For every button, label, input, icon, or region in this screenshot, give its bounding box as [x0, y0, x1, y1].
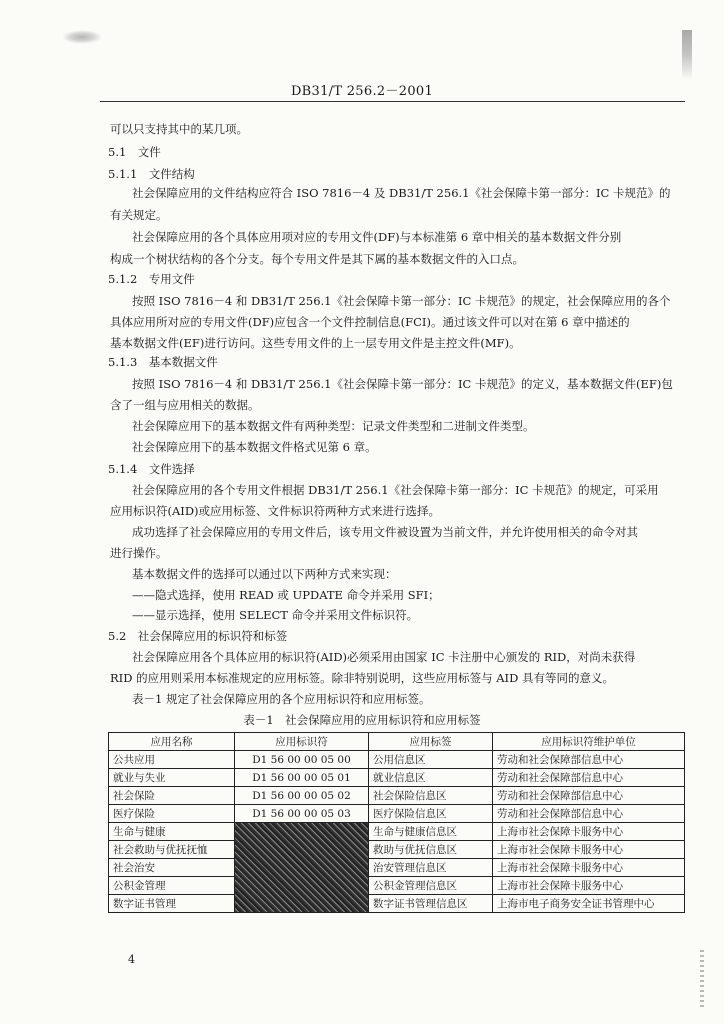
- cell-app-name: 生命与健康: [109, 823, 235, 841]
- text-line: 有关规定。: [110, 208, 168, 222]
- header-maintainer: 应用标识符维护单位: [493, 733, 685, 751]
- cell-app-name: 医疗保险: [109, 805, 235, 823]
- cell-app-name: 公共应用: [109, 751, 235, 769]
- cell-aid: D1 56 00 00 05 03: [235, 805, 369, 823]
- table-row: [109, 751, 685, 769]
- cell-maintainer: 上海市社会保障卡服务中心: [493, 859, 685, 877]
- cell-aid: D1 56 00 00 05 00: [235, 751, 369, 769]
- header-aid: 应用标识符: [235, 733, 369, 751]
- scan-edge-mark: [682, 30, 692, 80]
- text-line: 基本数据文件的选择可以通过以下两种方式来实现：: [132, 567, 397, 581]
- scan-smudge: [62, 30, 102, 44]
- section-heading: 5.1.1 文件结构: [108, 167, 195, 181]
- text-line: 社会保障应用下的基本数据文件格式见第 6 章。: [132, 440, 377, 454]
- page-number: 4: [128, 953, 135, 966]
- cell-app-label: 社会保险信息区: [369, 787, 493, 805]
- table-caption: 表－1 社会保障应用的应用标识符和应用标签: [243, 713, 481, 727]
- text-line: 社会保障应用的各个专用文件根据 DB31/T 256.1《社会保障卡第一部分：IC 卡规范》的规定，可采用: [132, 483, 659, 497]
- text-line: 成功选择了社会保障应用的专用文件后，该专用文件被设置为当前文件，并允许使用相关的命令对其: [132, 525, 638, 539]
- table-row: [109, 895, 685, 913]
- header-rule: [100, 101, 685, 102]
- table-row: [109, 877, 685, 895]
- text-line: 按照 ISO 7816－4 和 DB31/T 256.1《社会保障卡第一部分：IC 卡规范》的定义，基本数据文件(EF)包: [132, 377, 673, 391]
- header-app-label: 应用标签: [369, 733, 493, 751]
- text-line: 具体应用所对应的专用文件(DF)应包含一个文件控制信息(FCI)。通过该文件可以对在第 6 章中描述的: [110, 315, 630, 329]
- cell-app-label: 治安管理信息区: [369, 859, 493, 877]
- cell-maintainer: 上海市电子商务安全证书管理中心: [493, 895, 685, 913]
- aid-table: [108, 732, 685, 913]
- cell-app-label: 公积金管理信息区: [369, 877, 493, 895]
- text-line: 构成一个树状结构的各个分支。每个专用文件是其下属的基本数据文件的入口点。: [110, 252, 524, 266]
- text-line: 按照 ISO 7816－4 和 DB31/T 256.1《社会保障卡第一部分：IC 卡规范》的规定，社会保障应用的各个: [132, 294, 671, 308]
- table-row: [109, 841, 685, 859]
- cell-aid: D1 56 00 00 05 02: [235, 787, 369, 805]
- text-line: 社会保障应用的文件结构应符合 ISO 7816－4 及 DB31/T 256.1《社会保障卡第一部分：IC 卡规范》的: [132, 186, 671, 200]
- cell-maintainer: 上海市社会保障卡服务中心: [493, 841, 685, 859]
- cell-app-label: 就业信息区: [369, 769, 493, 787]
- section-heading: 5.1.4 文件选择: [108, 462, 195, 476]
- text-line: 表－1 规定了社会保障应用的各个应用标识符和应用标签。: [132, 692, 431, 706]
- cell-aid: D1 56 00 00 05 01: [235, 769, 369, 787]
- text-line: 进行操作。: [110, 546, 168, 560]
- cell-app-name: 公积金管理: [109, 877, 235, 895]
- cell-app-name: 数字证书管理: [109, 895, 235, 913]
- list-item: ——显示选择，使用 SELECT 命令并采用文件标识符。: [132, 608, 419, 622]
- list-item: ——隐式选择，使用 READ 或 UPDATE 命令并采用 SFI；: [132, 588, 440, 602]
- scan-edge-mark-bottom: [700, 950, 704, 1010]
- cell-app-name: 社会保险: [109, 787, 235, 805]
- text-line: 应用标识符(AID)或应用标签、文件标识符两种方式来进行选择。: [110, 504, 441, 518]
- cell-app-label: 医疗保险信息区: [369, 805, 493, 823]
- standard-code: DB31/T 256.2－2001: [290, 84, 434, 99]
- cell-app-label: 公用信息区: [369, 751, 493, 769]
- cell-maintainer: 上海市社会保障卡服务中心: [493, 823, 685, 841]
- table-row: [109, 787, 685, 805]
- table-row: [109, 859, 685, 877]
- section-heading: 5.1 文件: [108, 145, 161, 159]
- redacted-aid-block: [235, 823, 369, 913]
- cell-app-name: 社会治安: [109, 859, 235, 877]
- cell-maintainer: 劳动和社会保障部信息中心: [493, 805, 685, 823]
- cell-maintainer: 劳动和社会保障部信息中心: [493, 769, 685, 787]
- section-heading: 5.1.2 专用文件: [108, 272, 195, 286]
- text-line: 可以只支持其中的某几项。: [110, 122, 248, 136]
- text-line: 社会保障应用下的基本数据文件有两种类型：记录文件类型和二进制文件类型。: [132, 419, 535, 433]
- cell-app-label: 生命与健康信息区: [369, 823, 493, 841]
- table-row: [109, 823, 685, 841]
- cell-maintainer: 上海市社会保障卡服务中心: [493, 877, 685, 895]
- table-header-row: [109, 733, 685, 751]
- cell-app-label: 救助与优抚信息区: [369, 841, 493, 859]
- cell-app-name: 社会救助与优抚抚恤: [109, 841, 235, 859]
- text-line: 含了一组与应用相关的数据。: [110, 398, 260, 412]
- table-row: [109, 769, 685, 787]
- section-heading: 5.1.3 基本数据文件: [108, 355, 218, 369]
- cell-maintainer: 劳动和社会保障部信息中心: [493, 787, 685, 805]
- cell-maintainer: 劳动和社会保障部信息中心: [493, 751, 685, 769]
- header-app-name: 应用名称: [109, 733, 235, 751]
- cell-app-label: 数字证书管理信息区: [369, 895, 493, 913]
- text-line: 社会保障应用各个具体应用的标识符(AID)必须采用由国家 IC 卡注册中心颁发的 RID，对尚未获得: [132, 650, 636, 664]
- table-row: [109, 805, 685, 823]
- text-line: 社会保障应用的各个具体应用项对应的专用文件(DF)与本标准第 6 章中相关的基本数据文件分别: [132, 230, 622, 244]
- text-line: 基本数据文件(EF)进行访问。这些专用文件的上一层专用文件是主控文件(MF)。: [110, 336, 521, 350]
- cell-app-name: 就业与失业: [109, 769, 235, 787]
- text-line: RID 的应用则采用本标准规定的应用标签。除非特别说明，这些应用标签与 AID 具有等同的意义。: [110, 671, 614, 685]
- section-heading: 5.2 社会保障应用的标识符和标签: [108, 629, 288, 643]
